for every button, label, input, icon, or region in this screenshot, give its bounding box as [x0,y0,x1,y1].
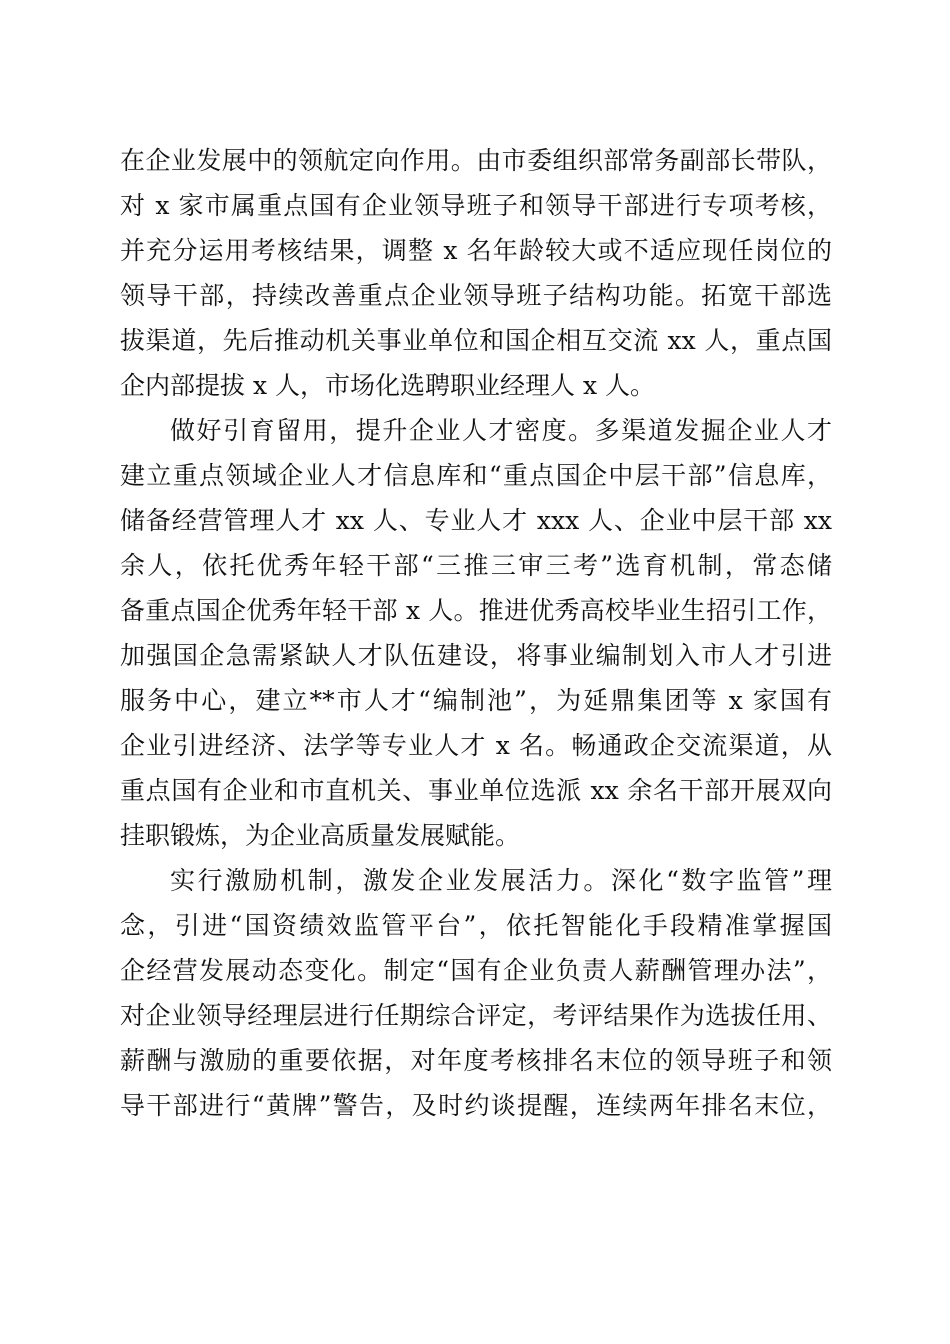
text-line: 对 x 家市属重点国有企业领导班子和领导干部进行专项考核， [120,191,832,220]
text-line: 企业引进经济、法学等专业人才 x 名。畅通政企交流渠道，从 [120,731,832,760]
text-line: 实行激励机制，激发企业发展活力。深化“数字监管”理 [170,866,832,895]
text-line: 加强国企急需紧缺人才队伍建设，将事业编制划入市人才引进 [120,641,832,670]
text-line: 重点国有企业和市直机关、事业单位选派 xx 余名干部开展双向 [120,776,832,805]
text-line: 在企业发展中的领航定向作用。由市委组织部常务副部长带队， [120,146,832,175]
text-line: 储备经营管理人才 xx 人、专业人才 xxx 人、企业中层干部 xx [120,506,832,535]
text-line: 并充分运用考核结果，调整 x 名年龄较大或不适应现任岗位的 [120,236,832,265]
text-line: 备重点国企优秀年轻干部 x 人。推进优秀高校毕业生招引工作， [120,596,832,625]
text-line: 领导干部，持续改善重点企业领导班子结构功能。拓宽干部选 [120,281,832,310]
text-line: 拔渠道，先后推动机关事业单位和国企相互交流 xx 人，重点国 [120,326,832,355]
paragraph-2 [120,408,832,858]
text-line: 挂职锻炼，为企业高质量发展赋能。 [120,821,521,850]
text-line: 念，引进“国资绩效监管平台”，依托智能化手段精准掌握国 [120,911,832,940]
text-line: 对企业领导经理层进行任期综合评定，考评结果作为选拔任用、 [120,1001,832,1030]
paragraph-3 [120,858,832,1128]
text-line: 建立重点领域企业人才信息库和“重点国企中层干部”信息库， [120,461,832,490]
text-line: 余人，依托优秀年轻干部“三推三审三考”选育机制，常态储 [120,551,832,580]
text-line: 做好引育留用，提升企业人才密度。多渠道发掘企业人才 [170,416,832,445]
paragraph-1 [120,138,832,408]
text-line: 企经营发展动态变化。制定“国有企业负责人薪酬管理办法”， [120,956,832,985]
text-line: 薪酬与激励的重要依据，对年度考核排名末位的领导班子和领 [120,1046,832,1075]
text-line: 企内部提拔 x 人，市场化选聘职业经理人 x 人。 [120,371,655,400]
text-line: 服务中心，建立**市人才“编制池”，为延鼎集团等 x 家国有 [120,686,832,715]
body-text [120,138,832,1128]
text-line: 导干部进行“黄牌”警告，及时约谈提醒，连续两年排名末位， [120,1091,832,1120]
